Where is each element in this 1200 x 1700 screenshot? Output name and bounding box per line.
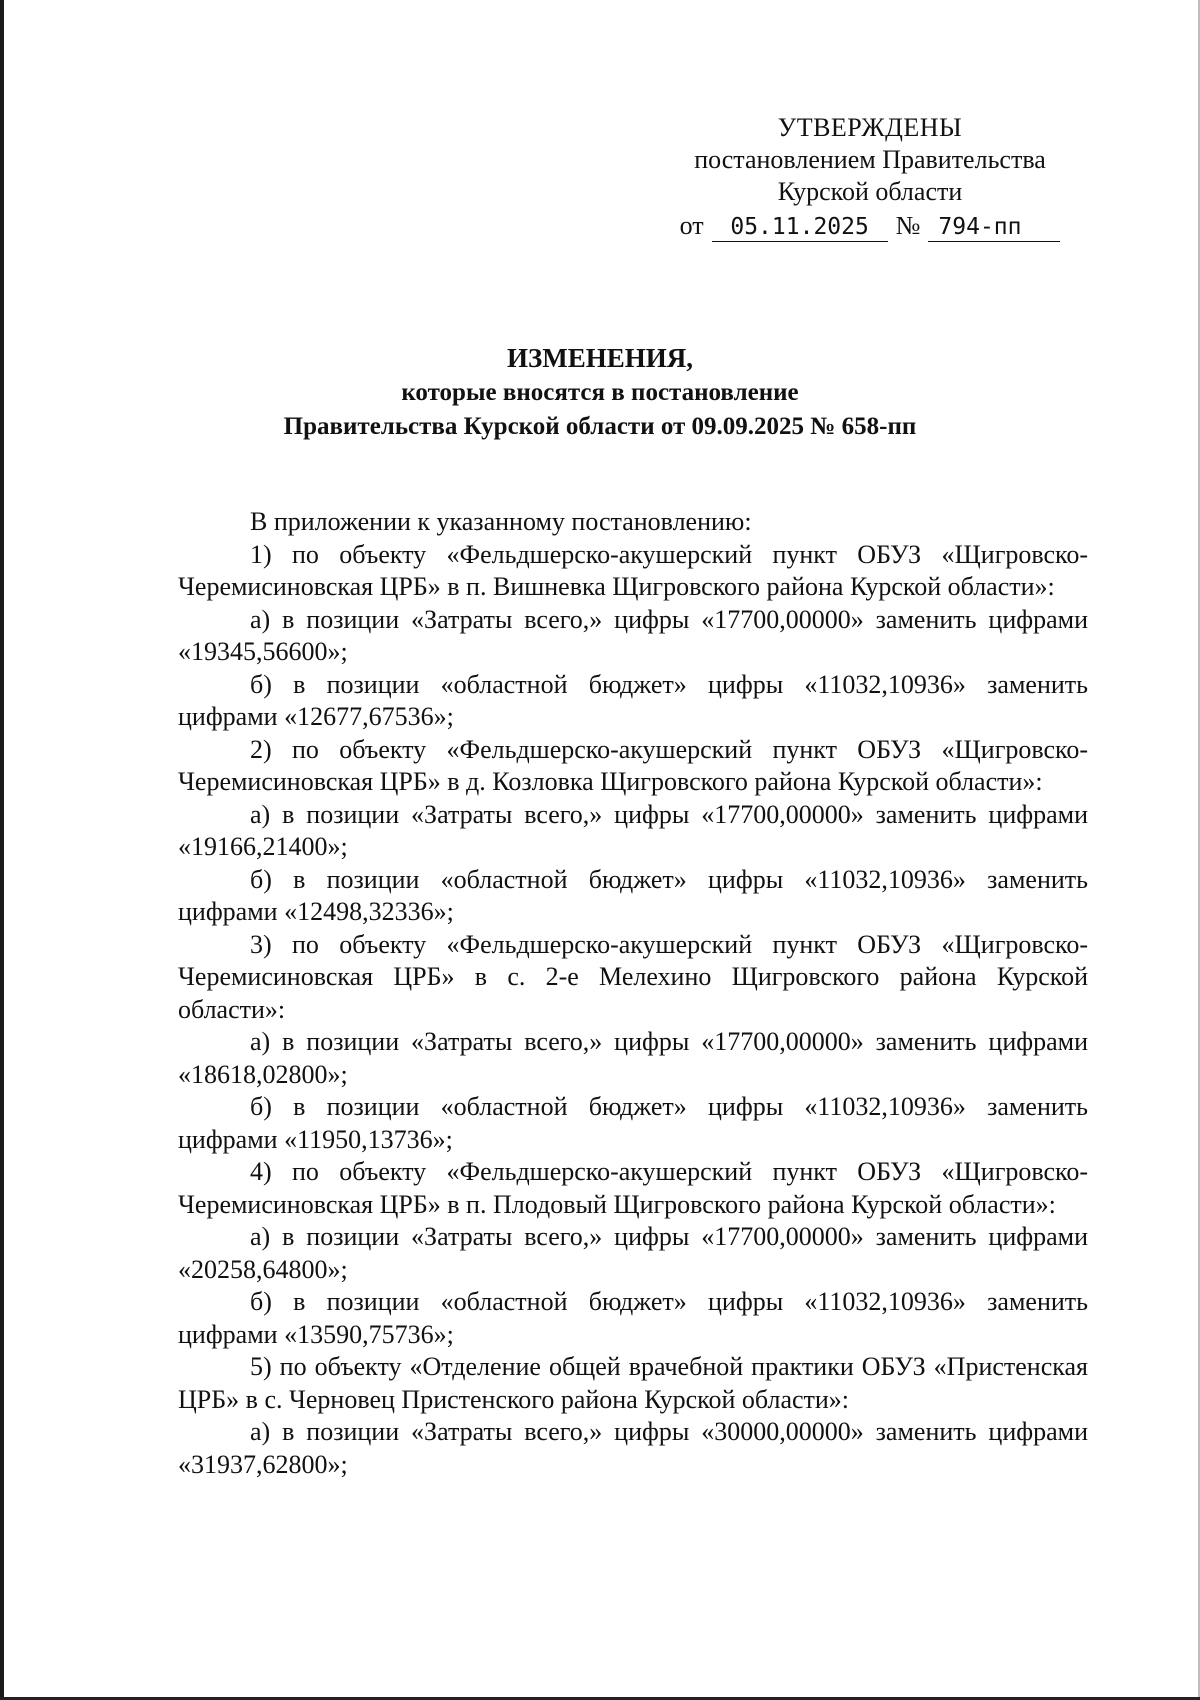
paragraph: а) в позиции «Затраты всего,» цифры «17700,00000» заменить цифрами «19345,56600»; — [178, 604, 1088, 666]
paragraph: а) в позиции «Затраты всего,» цифры «17700,00000» заменить цифрами «20258,64800»; — [178, 1222, 1088, 1284]
paragraph: 5) по объекту «Отделение общей врачебной практики ОБУЗ «Пристенская ЦРБ» в с. Черновец Пристенского района Курской области»: — [178, 1352, 1088, 1414]
paragraph: а) в позиции «Затраты всего,» цифры «17700,00000» заменить цифрами «18618,02800»; — [178, 1027, 1088, 1089]
number-sign: № — [895, 211, 921, 240]
paragraph: а) в позиции «Затраты всего,» цифры «30000,00000» заменить цифрами «31937,62800»; — [178, 1417, 1088, 1479]
paragraph: б) в позиции «областной бюджет» цифры «11032,10936» заменить цифрами «13590,75736»; — [178, 1287, 1088, 1349]
document-heading — [180, 340, 1020, 444]
paragraph: б) в позиции «областной бюджет» цифры «11032,10936» заменить цифрами «12677,67536»; — [178, 669, 1088, 731]
approval-line-1: постановлением Правительства — [694, 145, 1046, 174]
approval-title: УТВЕРЖДЕНЫ — [777, 113, 963, 142]
document-subtitle-1: которые вносятся в постановление — [401, 379, 799, 406]
paragraph: б) в позиции «областной бюджет» цифры «11032,10936» заменить цифрами «11950,13736»; — [178, 1092, 1088, 1154]
paragraph: 2) по объекту «Фельдшерско-акушерский пункт ОБУЗ «Щигровско-Черемисиновская ЦРБ» в д. Козловка Щигровского района Курской области»: — [178, 734, 1088, 796]
paragraph: 4) по объекту «Фельдшерско-акушерский пункт ОБУЗ «Щигровско-Черемисиновская ЦРБ» в п. Плодовый Щигровского района Курской области»: — [178, 1157, 1088, 1219]
document-subtitle-2: Правительства Курской области от 09.09.2025 № 658-пп — [283, 413, 917, 440]
paragraph: 1) по объекту «Фельдшерско-акушерский пункт ОБУЗ «Щигровско-Черемисиновская ЦРБ» в п. Вишневка Щигровского района Курской области»: — [178, 539, 1088, 601]
scan-edge-left — [0, 0, 4, 1700]
approval-line-2: Курской области — [777, 177, 963, 206]
approval-date: 05.11.2025 — [712, 213, 888, 242]
document-title: ИЗМЕНЕНИЯ, — [506, 343, 693, 373]
approval-block — [660, 112, 1080, 242]
paragraph: В приложении к указанному постановлению: — [250, 507, 752, 536]
approval-date-number-line — [660, 210, 1080, 242]
paragraph: б) в позиции «областной бюджет» цифры «11032,10936» заменить цифрами «12498,32336»; — [178, 864, 1088, 926]
document-body — [178, 506, 1088, 1481]
paragraph: а) в позиции «Затраты всего,» цифры «17700,00000» заменить цифрами «19166,21400»; — [178, 799, 1088, 861]
approval-number: 794-пп — [928, 213, 1060, 242]
paragraph: 3) по объекту «Фельдшерско-акушерский пункт ОБУЗ «Щигровско-Черемисиновская ЦРБ» в с. 2-е Мелехино Щигровского района Курской области»: — [178, 929, 1088, 1024]
from-label: от — [679, 211, 704, 240]
